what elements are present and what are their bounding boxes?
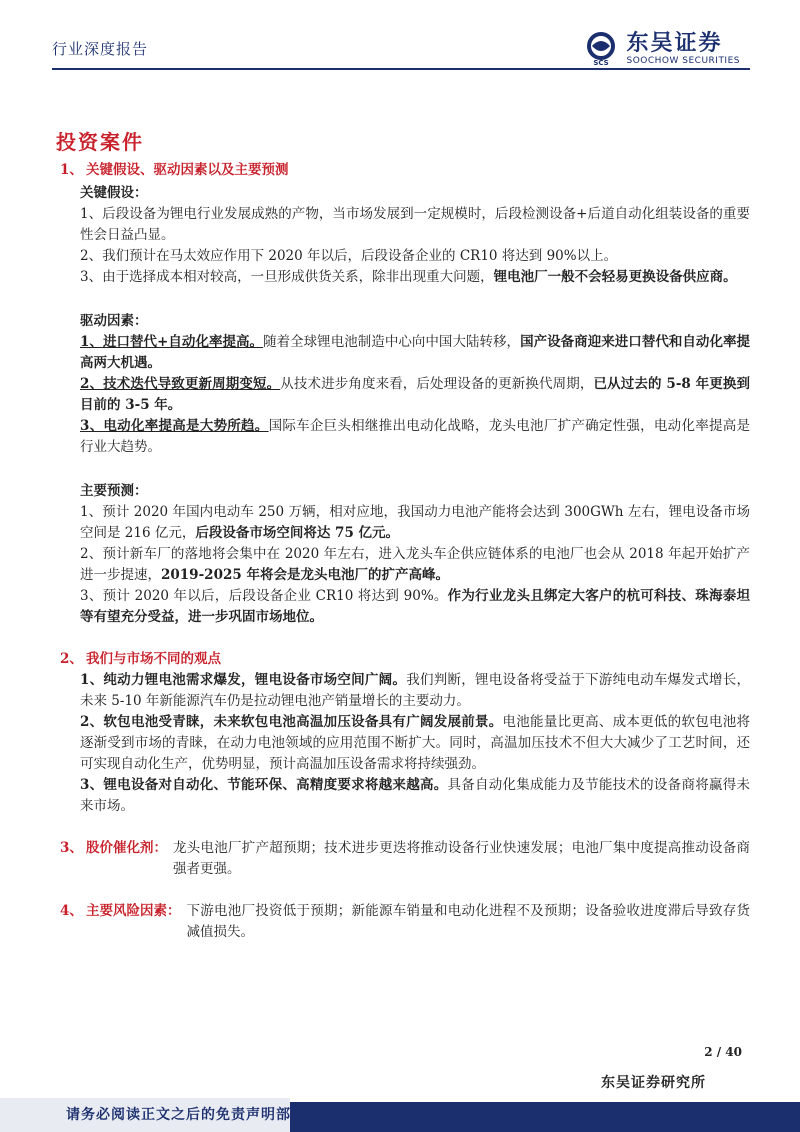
view-3	[80, 775, 750, 817]
report-body	[60, 160, 750, 943]
drivers-label: 驱动因素：	[80, 313, 148, 329]
view-2-bold: 2、软包电池受青睐，未来软包电池高温加压设备具有广阔发展前景。	[80, 714, 503, 730]
assumption-3-bold: 锂电池厂一般不会轻易更换设备供应商。	[493, 269, 737, 285]
section-number: 3、	[60, 840, 83, 856]
section-1-heading	[60, 160, 750, 181]
forecast-3-bold: 作为行业龙头且绑定大客户的杭可科技、珠海泰坦等有望充分受益，进一步巩固市场地位。	[80, 588, 750, 625]
logo-english: SOOCHOW SECURITIES	[626, 56, 740, 66]
logo-chinese: 东吴证券	[626, 31, 723, 56]
page-title: 投资案件	[56, 130, 144, 154]
logo-mark-text: SCS	[593, 59, 610, 66]
driver-2-heading: 2、技术迭代导致更新周期变短。	[80, 376, 281, 392]
assumption-3	[80, 267, 750, 288]
section-4-text: 下游电池厂投资低于预期；新能源车销量和电动化进程不及预期；设备验收进度滞后导致存货减值损失。	[186, 903, 750, 940]
view-3-text: 具备自动化集成能力及节能技术的设备商将赢得未来市场。	[80, 777, 750, 814]
assumption-2: 2、我们预计在马太效应作用下 2020 年以后，后段设备企业的 CR10 将达到 90%以上。	[80, 248, 618, 264]
section-label: 股价催化剂：	[86, 840, 167, 856]
forecast-3	[80, 586, 750, 628]
section-3-text: 龙头电池厂扩产超预期；技术进步更迭将推动设备行业快速发展；电池厂集中度提高推动设备商强者更强。	[173, 840, 750, 877]
page-number: 2 / 40	[704, 1045, 742, 1059]
disclaimer-link[interactable]: 请务必阅读正文之后的免责声明部	[66, 1107, 291, 1123]
section-number: 4、	[60, 903, 83, 919]
forecast-3-text: 3、预计 2020 年以后，后段设备企业 CR10 将达到 90%。	[80, 588, 448, 604]
section-4	[60, 901, 750, 943]
driver-3-text: 国际车企巨头相继推出电动化战略，龙头电池厂扩产确定性强，电动化率提高是行业大趋势。	[80, 418, 750, 455]
section-number: 1、	[60, 162, 83, 178]
assumption-1: 1、后段设备为锂电行业发展成熟的产物，当市场发展到一定规模时，后段检测设备+后道自动化组装设备的重要性会日益凸显。	[80, 206, 750, 243]
section-4-label	[60, 901, 181, 943]
institute-name: 东吴证券研究所	[601, 1075, 706, 1091]
driver-3-heading: 3、电动化率提高是大势所趋。	[80, 418, 269, 434]
section-number: 2、	[60, 651, 83, 667]
view-3-bold: 3、锂电设备对自动化、节能环保、高精度要求将越来越高。	[80, 777, 448, 793]
section-2-heading	[60, 649, 750, 670]
logo-mark-icon	[582, 32, 620, 66]
section-3-label	[60, 838, 167, 880]
driver-1	[80, 332, 750, 374]
forecast-label: 主要预测：	[80, 483, 148, 499]
forecast-1-bold: 后段设备市场空间将达 75 亿元。	[195, 525, 400, 541]
view-2-text: 电池能量比更高、成本更低的软包电池将逐渐受到市场的青睐，在动力电池领域的应用范围不断扩大。同时，高温加压技术不但大大减少了工艺时间，还可实现自动化生产，优势明显，预计高温加压设备需求将持续强劲。	[80, 714, 750, 772]
assumptions-label: 关键假设：	[80, 185, 148, 201]
view-1-bold: 1、纯动力锂电池需求爆发，锂电设备市场空间广阔。	[80, 672, 407, 688]
driver-1-text: 随着全球锂电池制造中心向中国大陆转移，	[263, 334, 521, 350]
view-1-text: 我们判断，锂电设备将受益于下游纯电动车爆发式增长，未来 5-10 年新能源汽车仍是拉动锂电池产销量增长的主要动力。	[80, 672, 750, 709]
driver-1-heading: 1、进口替代+自动化率提高。	[80, 334, 264, 350]
section-title: 关键假设、驱动因素以及主要预测	[86, 162, 289, 178]
driver-2-text: 从技术进步角度来看，后处理设备的更新换代周期，	[280, 376, 594, 392]
header-divider	[52, 68, 750, 70]
driver-3	[80, 416, 750, 458]
driver-2-bold: 已从过去的 5-8 年更换到目前的 3-5 年。	[80, 376, 750, 413]
forecast-2	[80, 544, 750, 586]
section-title: 我们与市场不同的观点	[86, 651, 221, 667]
forecast-1-text: 1、预计 2020 年国内电动车 250 万辆，相对应地，我国动力电池产能将会达到 300GWh 左右，锂电设备市场空间是 216 亿元，	[80, 504, 750, 541]
driver-2	[80, 374, 750, 416]
forecast-1	[80, 502, 750, 544]
forecast-2-text: 2、预计新车厂的落地将会集中在 2020 年左右，进入龙头车企供应链体系的电池厂也会从 2018 年起开始扩产进一步提速，	[80, 546, 750, 583]
report-category: 行业深度报告	[52, 40, 149, 58]
brand-logo	[582, 32, 740, 66]
driver-1-bold: 国产设备商迎来进口替代和自动化率提高两大机遇。	[80, 334, 750, 371]
view-2	[80, 712, 750, 775]
section-label: 主要风险因素：	[86, 903, 181, 919]
assumption-3-text: 3、由于选择成本相对较高，一旦形成供货关系，除非出现重大问题，	[80, 269, 494, 285]
view-1	[80, 670, 750, 712]
forecast-2-bold: 2019-2025 年将会是龙头电池厂的扩产高峰。	[161, 567, 449, 583]
section-3	[60, 838, 750, 880]
